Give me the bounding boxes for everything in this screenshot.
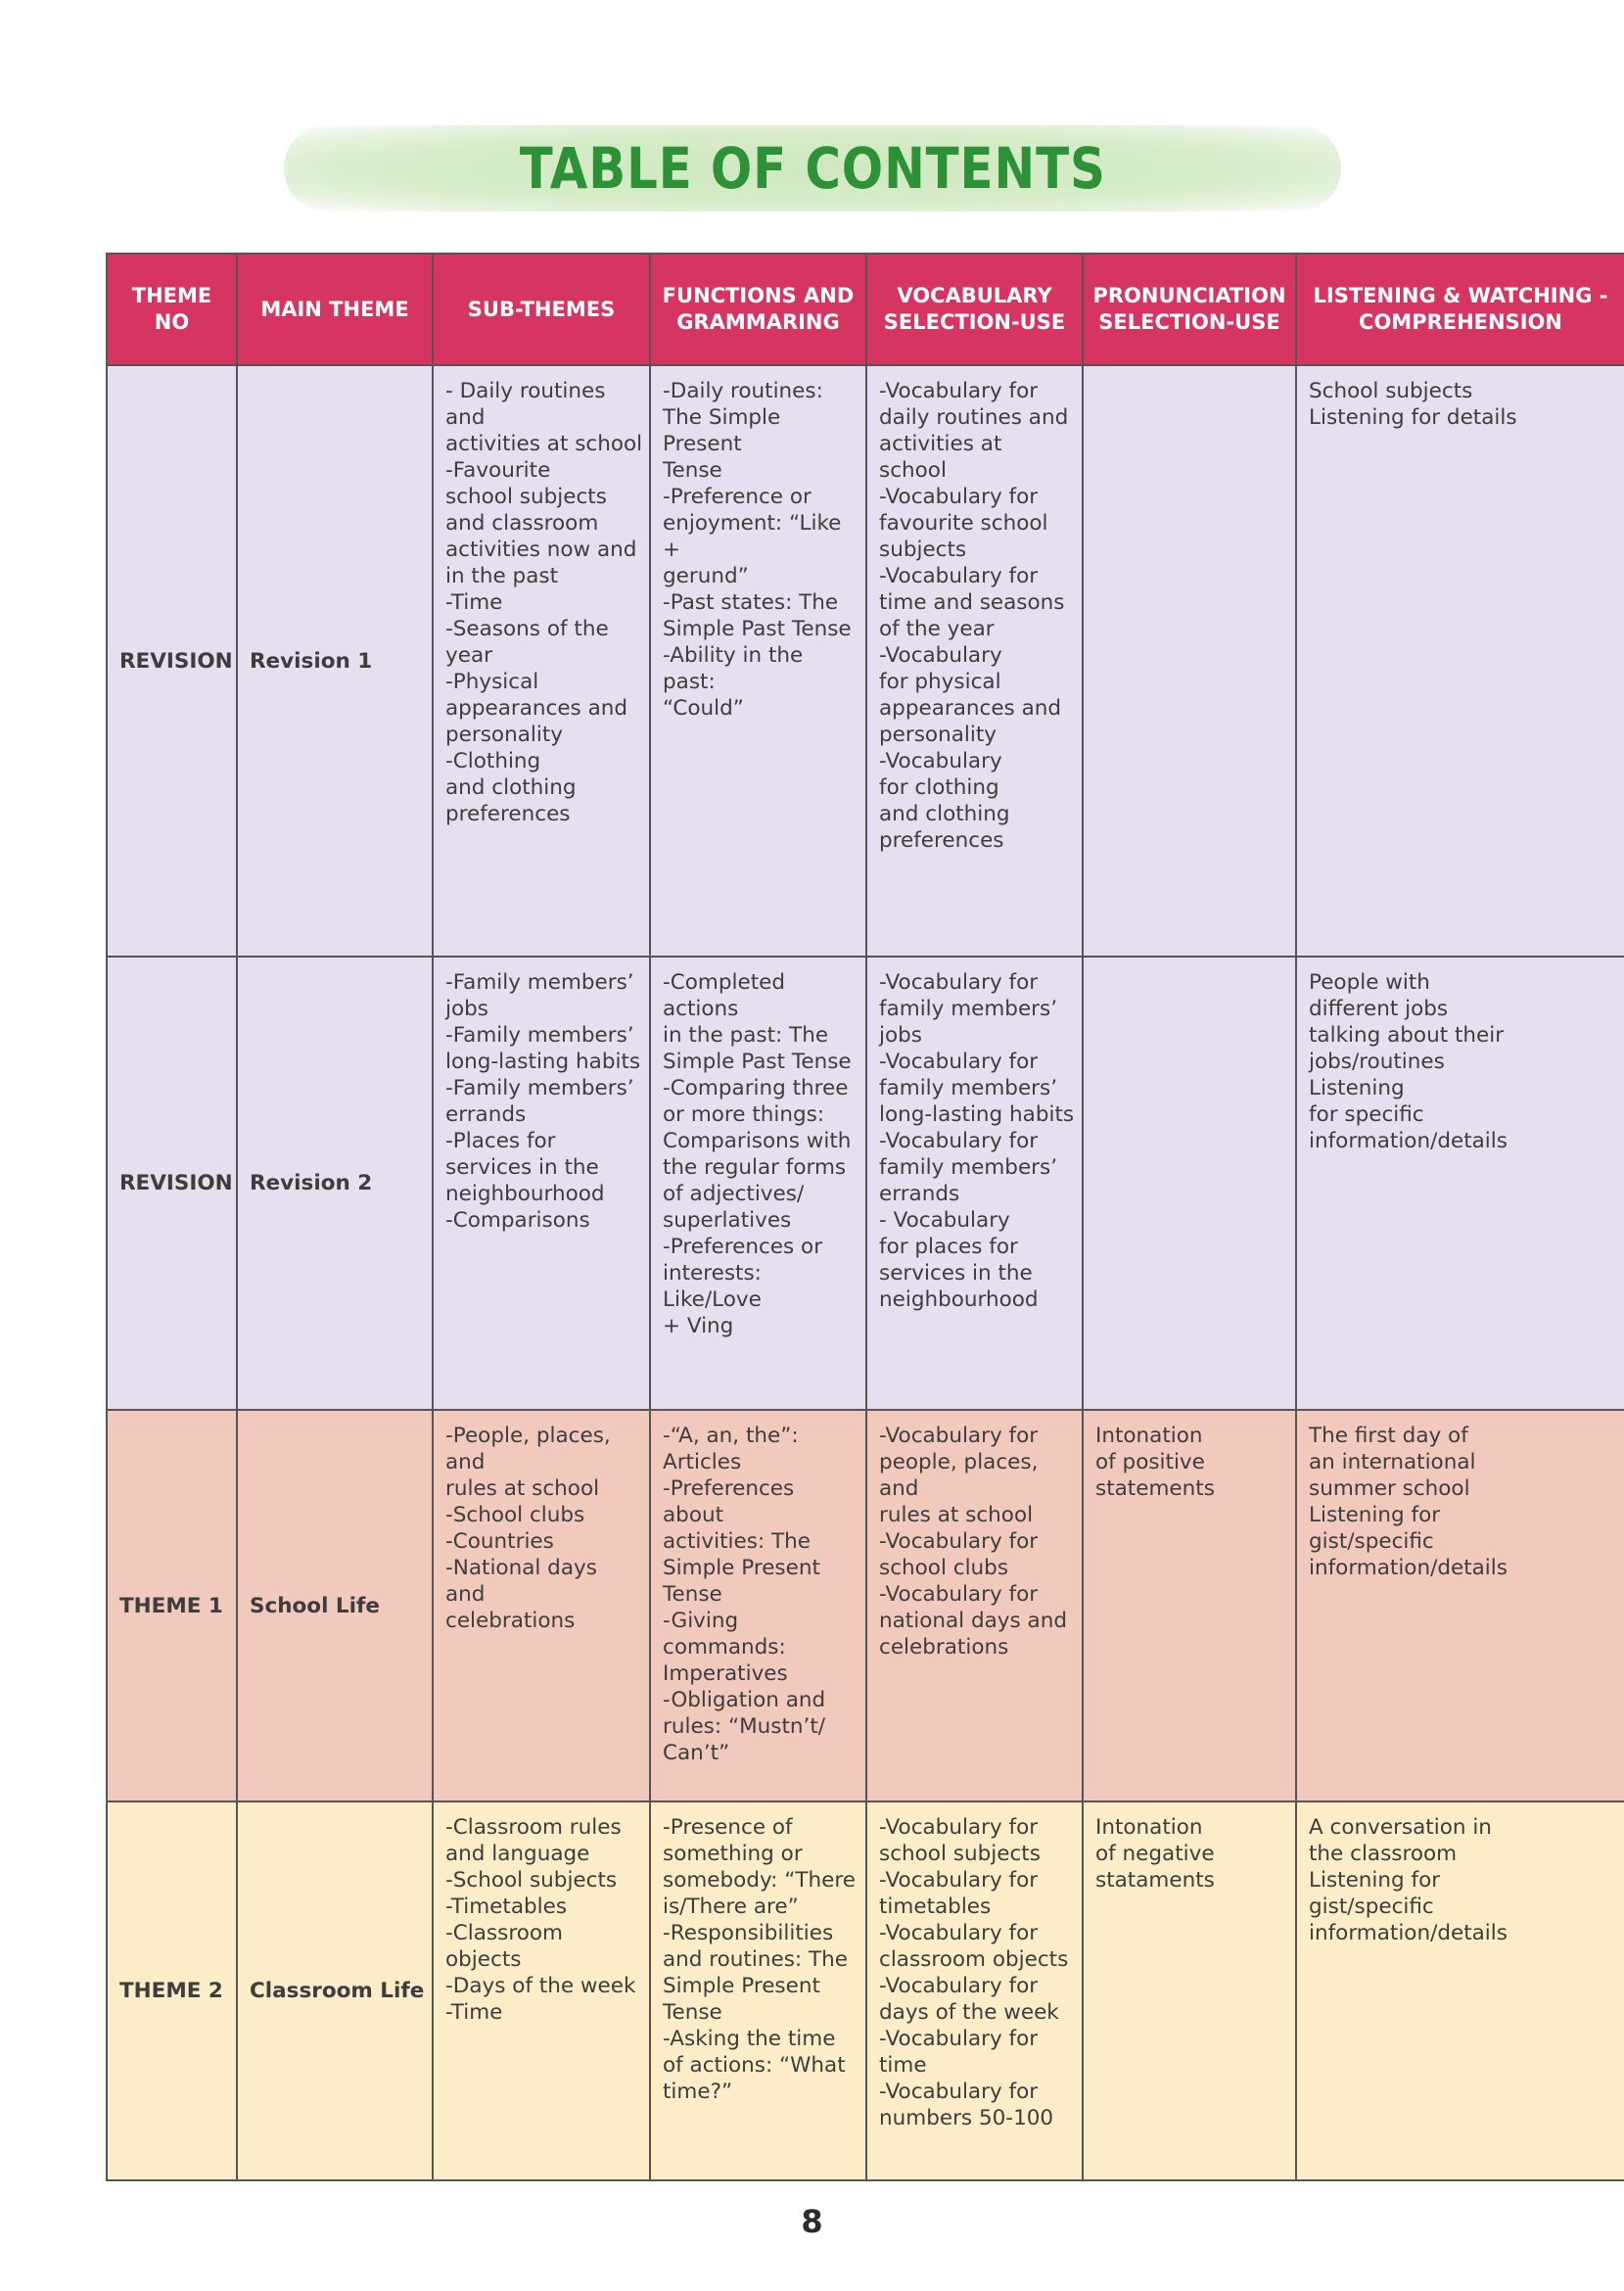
table-row	[107, 957, 1624, 1410]
listening-cell: People with different jobs talking about their jobs/routines Listening for specific information/details	[1296, 957, 1624, 1410]
header-row	[107, 254, 1624, 365]
page-number: 8	[801, 2203, 823, 2240]
main-theme-cell: Classroom Life	[237, 1801, 433, 2180]
sub-themes-cell: -People, places, and rules at school -School clubs -Countries -National days and celebrations	[433, 1410, 650, 1801]
functions-cell: -Daily routines: The Simple Present Tense -Preference or enjoyment: “Like + gerund” -Past states: The Simple Past Tense -Ability in the past: “Could”	[650, 365, 866, 957]
functions-cell: -Presence of something or somebody: “There is/There are” -Responsibilities and routines: The Simple Present Tense -Asking the time of actions: “What time?”	[650, 1801, 866, 2180]
header-functions: FUNCTIONS AND GRAMMARING	[650, 254, 866, 365]
page-title: TABLE OF CONTENTS	[519, 135, 1106, 202]
listening-cell: The first day of an international summer school Listening for gist/specific information/details	[1296, 1410, 1624, 1801]
header-vocabulary: VOCABULARY SELECTION-USE	[866, 254, 1083, 365]
sub-themes-cell: - Daily routines and activities at school -Favourite school subjects and classroom activities now and in the past -Time -Seasons of the year -Physical appearances and personality -Clothing and clothing preferences	[433, 365, 650, 957]
title-banner	[284, 125, 1341, 211]
functions-cell: -“A, an, the”: Articles -Preferences about activities: The Simple Present Tense -Giving commands: Imperatives -Obligation and rules: “Mustn’t/ Can’t”	[650, 1410, 866, 1801]
theme-no-cell: REVISION	[107, 365, 237, 957]
listening-cell: A conversation in the classroom Listening for gist/specific information/details	[1296, 1801, 1624, 2180]
main-theme-cell: Revision 2	[237, 957, 433, 1410]
header-theme-no: THEME NO	[107, 254, 237, 365]
pronunciation-cell	[1083, 957, 1296, 1410]
contents-table	[106, 253, 1624, 2181]
header-main-theme: MAIN THEME	[237, 254, 433, 365]
main-theme-cell: Revision 1	[237, 365, 433, 957]
vocabulary-cell: -Vocabulary for school subjects -Vocabulary for timetables -Vocabulary for classroom objects -Vocabulary for days of the week -Vocabulary for time -Vocabulary for numbers 50-100	[866, 1801, 1083, 2180]
sub-themes-cell: -Family members’ jobs -Family members’ long-lasting habits -Family members’ errands -Places for services in the neighbourhood -Comparisons	[433, 957, 650, 1410]
table-row	[107, 365, 1624, 957]
theme-no-cell: THEME 1	[107, 1410, 237, 1801]
theme-no-cell: REVISION	[107, 957, 237, 1410]
functions-cell: -Completed actions in the past: The Simple Past Tense -Comparing three or more things: Comparisons with the regular forms of adjectives/ superlatives -Preferences or interests: Like/Love + Ving	[650, 957, 866, 1410]
vocabulary-cell: -Vocabulary for daily routines and activities at school -Vocabulary for favourite school subjects -Vocabulary for time and seasons of the year -Vocabulary for physical appearances and personality -Vocabulary for clothing and clothing preferences	[866, 365, 1083, 957]
vocabulary-cell: -Vocabulary for family members’ jobs -Vocabulary for family members’ long-lasting habits -Vocabulary for family members’ errands - Vocabulary for places for services in the neighbourhood	[866, 957, 1083, 1410]
pronunciation-cell	[1083, 365, 1296, 957]
pronunciation-cell: Intonation of negative stataments	[1083, 1801, 1296, 2180]
header-pronunciation: PRONUNCIATION SELECTION-USE	[1083, 254, 1296, 365]
table-row	[107, 1801, 1624, 2180]
header-listening: LISTENING & WATCHING - COMPREHENSION	[1296, 254, 1624, 365]
main-theme-cell: School Life	[237, 1410, 433, 1801]
theme-no-cell: THEME 2	[107, 1801, 237, 2180]
table-row	[107, 1410, 1624, 1801]
vocabulary-cell: -Vocabulary for people, places, and rules at school -Vocabulary for school clubs -Vocabulary for national days and celebrations	[866, 1410, 1083, 1801]
sub-themes-cell: -Classroom rules and language -School subjects -Timetables -Classroom objects -Days of the week -Time	[433, 1801, 650, 2180]
listening-cell: School subjects Listening for details	[1296, 365, 1624, 957]
pronunciation-cell: Intonation of positive statements	[1083, 1410, 1296, 1801]
header-sub-themes: SUB-THEMES	[433, 254, 650, 365]
